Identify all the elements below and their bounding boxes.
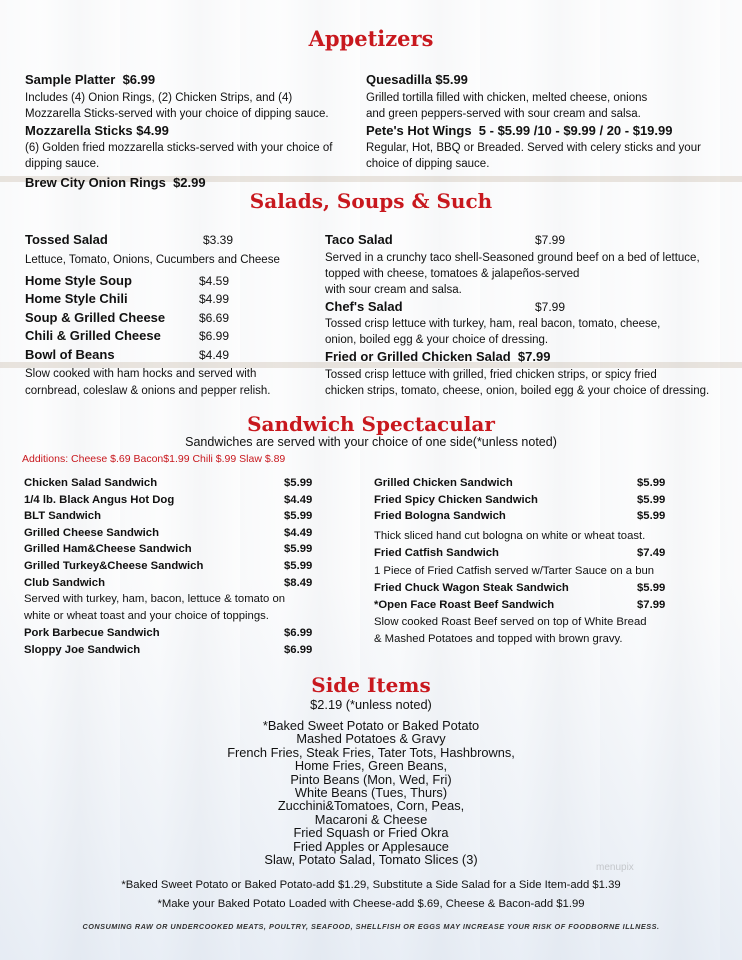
item-description: Tossed crisp lettuce with grilled, fried chicken strips, or spicy fried (325, 368, 657, 381)
menu-item: Grilled Ham&Cheese Sandwich $5.99 (24, 543, 313, 556)
item-description: 1 Piece of Fried Catfish served w/Tarter Sauce on a bun (374, 565, 655, 578)
item-description: dipping sauce. (25, 158, 100, 170)
menu-item: *Open Face Roast Beef Sandwich $7.99 (374, 598, 666, 611)
menu-item: Pete's Hot Wings 5 - $5.99 /10 - $9.99 / 20 - $19.99 (366, 122, 673, 138)
item-description: Tossed crisp lettuce with turkey, ham, real bacon, tomato, cheese, (325, 318, 661, 330)
list-item: Zucchini&Tomatoes, Corn, Peas, (277, 798, 465, 814)
list-item: Fried Apples or Applesauce (293, 838, 449, 854)
item-description: and green peppers-served with sour cream and salsa. (366, 107, 641, 120)
item-description: Includes (4) Onion Rings, (2) Chicken Strips, and (4) (25, 91, 293, 104)
salads-left-column (25, 231, 305, 400)
menu-item: Fried Chuck Wagon Steak Sandwich $5.99 (374, 582, 666, 595)
item-description: Mozzarella Sticks-served with your choice of dipping sauce. (25, 107, 329, 120)
food-safety-warning: CONSUMING RAW OR UNDERCOOKED MEATS, POULTRY, SEAFOOD, SHELLFISH OR EGGS MAY INCREASE YOUR RISK OF FOODBORNE ILLNESS. (82, 922, 660, 931)
list-item: *Baked Sweet Potato or Baked Potato (262, 718, 480, 733)
list-item: Macaroni & Cheese (314, 811, 428, 827)
item-description: Slow cooked with ham hocks and served with (25, 368, 257, 380)
item-description: onion, boiled egg & your choice of dressing. (325, 334, 549, 346)
salads-title: Salads, Soups & Such (249, 189, 493, 213)
item-description: choice of dipping sauce. (366, 158, 490, 170)
item-description: Slow cooked Roast Beef served on top of White Bread (374, 615, 647, 628)
item-description: white or wheat toast and your choice of toppings. (24, 610, 269, 623)
item-description: Lettuce, Tomato, Onions, Cucumbers and Cheese (25, 253, 280, 266)
item-description: Grilled tortilla filled with chicken, melted cheese, onions (366, 91, 648, 104)
list-item: White Beans (Tues, Thurs) (294, 785, 448, 801)
menu-item: Fried Spicy Chicken Sandwich $5.99 (374, 493, 666, 506)
sandwich-left-column (24, 475, 324, 658)
item-description: with sour cream and salsa. (325, 283, 462, 296)
list-item: French Fries, Steak Fries, Tater Tots, Hashbrowns, (227, 744, 515, 760)
sandwich-subtitle: Sandwiches are served with your choice of one side(*unless noted) (185, 435, 557, 449)
menu-item: Sloppy Joe Sandwich $6.99 (24, 643, 313, 656)
menu-item: Home Style Chili $4.99 (25, 291, 230, 306)
menu-item: Pork Barbecue Sandwich $6.99 (24, 627, 313, 640)
menu-item: Chicken Salad Sandwich $5.99 (24, 477, 313, 489)
menu-item: Grilled Cheese Sandwich $4.49 (24, 526, 313, 539)
menu-item: Sample Platter $6.99 (25, 72, 156, 87)
menu-item: Fried or Grilled Chicken Salad $7.99 (325, 349, 551, 364)
menu-item: Chili & Grilled Cheese $6.99 (25, 328, 230, 343)
menu-item: Grilled Chicken Sandwich $5.99 (374, 477, 666, 489)
menu-item: Fried Catfish Sandwich $7.49 (374, 546, 666, 559)
sides-note: *Baked Sweet Potato or Baked Potato-add $1.29, Substitute a Side Salad for a Side Item-add $1.39 (121, 879, 621, 891)
menu-item: Bowl of Beans $4.49 (25, 346, 230, 362)
menu-item: Fried Bologna Sandwich $5.99 (374, 510, 666, 523)
item-description: & Mashed Potatoes and topped with brown gravy. (374, 632, 623, 645)
sides-price: $2.19 (*unless noted) (310, 697, 432, 712)
sandwich-right-column (374, 475, 704, 648)
side-items-list (0, 719, 742, 866)
appetizers-title: Appetizers (308, 26, 434, 51)
additions-line: Additions: Cheese $.69 Bacon$1.99 Chili $.99 Slaw $.89 (22, 453, 286, 465)
sides-note: *Make your Baked Potato Loaded with Cheese-add $.69, Cheese & Bacon-add $1.99 (157, 898, 585, 910)
item-description: Served in a crunchy taco shell-Seasoned ground beef on a bed of lettuce, (325, 251, 700, 264)
list-item: Home Fries, Green Beans, (294, 758, 448, 774)
item-description: Served with turkey, ham, bacon, lettuce & tomato on (24, 593, 286, 606)
item-description: topped with cheese, tomatoes & jalapeños-served (325, 267, 580, 280)
sides-title: Side Items (311, 673, 431, 697)
item-description: Regular, Hot, BBQ or Breaded. Served with celery sticks and your (366, 142, 701, 154)
item-description: chicken strips, tomato, cheese, onion, boiled egg & your choice of dressing. (325, 384, 710, 397)
watermark: menupix (596, 862, 634, 873)
menu-item: Chef's Salad $7.99 (325, 298, 566, 314)
list-item: Fried Squash or Fried Okra (293, 825, 449, 841)
menu-item: Club Sandwich $8.49 (24, 576, 313, 589)
menu-item: Soup & Grilled Cheese $6.69 (25, 309, 230, 325)
salads-right-column (325, 231, 735, 399)
list-item: Slaw, Potato Salad, Tomato Slices (3) (264, 852, 478, 868)
menu-item: 1/4 lb. Black Angus Hot Dog $4.49 (24, 493, 313, 506)
appetizers-right-column (366, 71, 701, 172)
list-item: Pinto Beans (Mon, Wed, Fri) (290, 771, 452, 787)
menu-item: Taco Salad $7.99 (325, 232, 566, 247)
item-description: cornbread, coleslaw & onions and pepper relish. (25, 385, 271, 397)
menu-item: Tossed Salad $3.39 (25, 232, 234, 247)
sandwich-title: Sandwich Spectacular (247, 412, 495, 436)
menu-item: Brew City Onion Rings $2.99 (25, 175, 206, 190)
menu-item: BLT Sandwich $5.99 (24, 510, 313, 523)
menu-item: Mozzarella Sticks $4.99 (25, 122, 169, 138)
item-description: (6) Golden fried mozzarella sticks-served with your choice of (25, 142, 333, 154)
list-item: Mashed Potatoes & Gravy (296, 731, 446, 747)
appetizers-left-column (25, 71, 332, 193)
menu-item: Grilled Turkey&Cheese Sandwich $5.99 (24, 559, 313, 572)
menu-item: Home Style Soup $4.59 (25, 272, 230, 288)
menu-item: Quesadilla $5.99 (366, 72, 468, 87)
item-description: Thick sliced hand cut bologna on white or wheat toast. (374, 529, 646, 542)
